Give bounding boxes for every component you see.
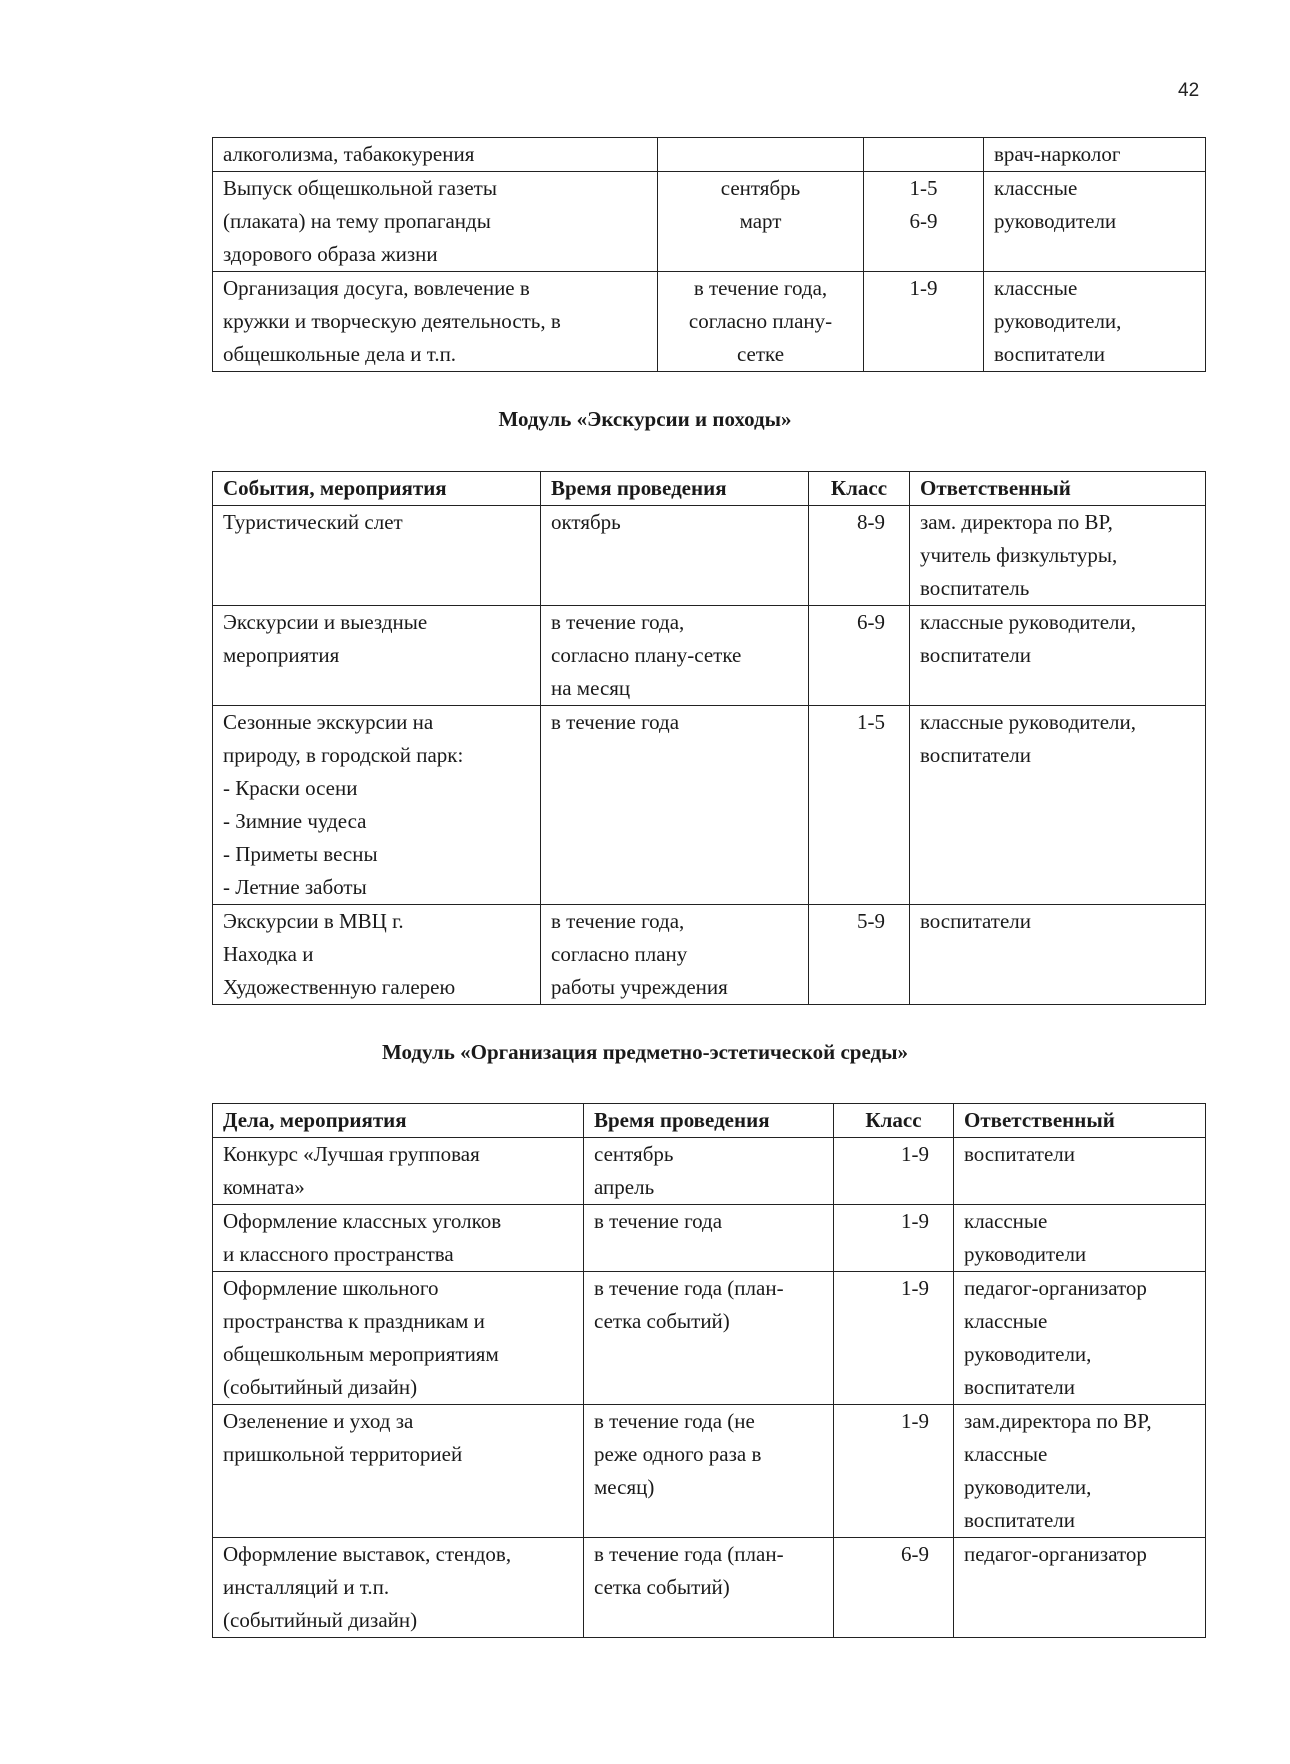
cell-class [834,1538,954,1638]
cell-line: 8-9 [857,510,885,534]
cell-responsible [984,172,1206,272]
table-header-row [213,1104,1206,1138]
cell-line: в течение года, [693,276,828,300]
cell-line: классные [964,1442,1048,1466]
cell-event [213,1205,584,1272]
cell-line: воспитатели [964,1375,1076,1399]
cell-line: зам. директора по ВР, [920,510,1113,534]
cell-line: врач-нарколог [994,142,1121,166]
cell-line: 1-9 [909,276,938,300]
cell-line: 6-9 [909,209,938,233]
cell-line: Экскурсии и выездные [223,610,428,634]
cell-time [658,138,864,172]
module-title-environment: Модуль «Организация предметно-эстетической среды» [381,1040,909,1064]
cell-line: октябрь [551,510,621,534]
cell-line: педагог-организатор [964,1276,1147,1300]
cell-line: классные руководители, [920,610,1136,634]
table-row [213,506,1206,606]
cell-time [541,606,809,706]
cell-event [213,1538,584,1638]
cell-line: в течение года [594,1209,723,1233]
cell-responsible [954,1538,1206,1638]
table-row [213,706,1206,905]
cell-line: мероприятия [223,643,340,667]
cell-line: классные [964,1309,1048,1333]
header-time: Время проведения [541,472,809,506]
cell-responsible [910,606,1206,706]
table-header-row [213,472,1206,506]
table-row [213,172,1206,272]
cell-line: руководители, [964,1475,1092,1499]
cell-line: сетка событий) [594,1575,730,1599]
cell-line: - Летние заботы [223,875,367,899]
cell-event [213,272,658,372]
cell-responsible [954,1272,1206,1405]
cell-line: зам.директора по ВР, [964,1409,1152,1433]
cell-responsible [984,272,1206,372]
cell-line: воспитатели [920,743,1032,767]
cell-time [584,1538,834,1638]
cell-line: - Краски осени [223,776,358,800]
cell-line: воспитатель [920,576,1030,600]
table-row [213,606,1206,706]
header-activities: Дела, мероприятия [213,1104,584,1138]
cell-line: педагог-организатор [964,1542,1147,1566]
cell-class [864,272,984,372]
cell-responsible [910,905,1206,1005]
header-events: События, мероприятия [213,472,541,506]
cell-time [541,506,809,606]
cell-line: алкоголизма, табакокурения [223,142,475,166]
table-row [213,1272,1206,1405]
cell-line: Сезонные экскурсии на [223,710,434,734]
cell-line: - Зимние чудеса [223,809,367,833]
table-row [213,138,1206,172]
cell-event [213,606,541,706]
cell-line: в течение года [551,710,680,734]
cell-time [658,172,864,272]
excursions-table [212,471,1206,1005]
cell-time [584,1138,834,1205]
cell-line: общешкольные дела и т.п. [223,342,457,366]
cell-line: воспитатели [964,1508,1076,1532]
cell-event [213,172,658,272]
cell-responsible [910,706,1206,905]
cell-time [584,1272,834,1405]
cell-line: сентябрь [594,1142,674,1166]
table-row [213,1205,1206,1272]
cell-line: Туристический слет [223,510,403,534]
cell-line: инсталляций и т.п. [223,1575,390,1599]
cell-line: классные [994,276,1078,300]
table-row [213,905,1206,1005]
cell-line: руководители [994,209,1117,233]
cell-line: согласно плану- [688,309,833,333]
cell-line: на месяц [551,676,631,700]
cell-line: апрель [594,1175,655,1199]
cell-line: 1-9 [901,1209,929,1233]
cell-line: пространства к праздникам и [223,1309,485,1333]
cell-time [658,272,864,372]
cell-line: в течение года (не [594,1409,755,1433]
cell-line: Конкурс «Лучшая групповая [223,1142,480,1166]
cell-line: Выпуск общешкольной газеты [223,176,497,200]
cell-line: 6-9 [857,610,885,634]
cell-line: Художественную галерею [223,975,456,999]
cell-line: воспитатели [994,342,1106,366]
cell-line: 1-9 [901,1276,929,1300]
cell-time [584,1205,834,1272]
cell-line: руководители, [964,1342,1092,1366]
cell-line: воспитатели [920,643,1032,667]
cell-line: природу, в городской парк: [223,743,464,767]
cell-line: кружки и творческую деятельность, в [223,309,561,333]
cell-line: учитель физкультуры, [920,543,1118,567]
cell-line: 1-5 [857,710,885,734]
cell-time [541,706,809,905]
header-time: Время проведения [584,1104,834,1138]
cell-line: (событийный дизайн) [223,1375,418,1399]
cell-line: 1-5 [909,176,938,200]
cell-line: согласно плану-сетке [551,643,742,667]
cell-line: 5-9 [857,909,885,933]
table-row [213,1138,1206,1205]
header-responsible: Ответственный [910,472,1206,506]
cell-class [809,606,910,706]
cell-line: реже одного раза в [594,1442,762,1466]
cell-line: комната» [223,1175,305,1199]
cell-event [213,138,658,172]
cell-line: Организация досуга, вовлечение в [223,276,530,300]
cell-line: в течение года (план- [594,1276,784,1300]
cell-line: воспитатели [920,909,1032,933]
cell-line: пришкольной территорией [223,1442,463,1466]
cell-line: общешкольным мероприятиям [223,1342,499,1366]
cell-event [213,706,541,905]
cell-event [213,506,541,606]
table-row [213,1538,1206,1638]
cell-line: классные [994,176,1078,200]
cell-line: в течение года, [551,909,685,933]
cell-class [834,1272,954,1405]
cell-line: работы учреждения [551,975,728,999]
cell-event [213,905,541,1005]
cell-line: Экскурсии в МВЦ г. [223,909,404,933]
cell-line: сетка событий) [594,1309,730,1333]
cell-line: в течение года, [551,610,685,634]
cell-line: 1-9 [901,1409,929,1433]
cell-responsible [984,138,1206,172]
cell-line: сетке [736,342,785,366]
cell-class [809,706,910,905]
table-row [213,1405,1206,1538]
page-number: 42 [1178,80,1200,101]
header-responsible: Ответственный [954,1104,1206,1138]
cell-line: руководители, [994,309,1122,333]
cell-time [584,1405,834,1538]
cell-class [834,1138,954,1205]
cell-line: классные руководители, [920,710,1136,734]
cell-line: классные [964,1209,1048,1233]
cell-class [809,506,910,606]
cell-line: (событийный дизайн) [223,1608,418,1632]
cell-line: месяц) [594,1475,655,1499]
cell-class [834,1405,954,1538]
header-class: Класс [834,1104,954,1138]
cell-class [864,138,984,172]
cell-responsible [910,506,1206,606]
header-class: Класс [809,472,910,506]
cell-line: март [739,209,782,233]
cell-line: 1-9 [901,1142,929,1166]
cell-line: Оформление выставок, стендов, [223,1542,512,1566]
cell-line: здорового образа жизни [223,242,438,266]
cell-line: воспитатели [964,1142,1076,1166]
cell-line: Оформление школьного [223,1276,439,1300]
cell-line: в течение года (план- [594,1542,784,1566]
cell-class [834,1205,954,1272]
cell-time [541,905,809,1005]
module-title-excursions: Модуль «Экскурсии и походы» [498,407,792,431]
cell-line: согласно плану [551,942,688,966]
cell-class [809,905,910,1005]
cell-line: Озеленение и уход за [223,1409,414,1433]
cell-event [213,1138,584,1205]
cell-line: 6-9 [901,1542,929,1566]
cell-responsible [954,1405,1206,1538]
cell-line: и классного пространства [223,1242,454,1266]
cell-line: - Приметы весны [223,842,378,866]
cell-line: Находка и [223,942,314,966]
cell-line: руководители [964,1242,1087,1266]
cell-responsible [954,1138,1206,1205]
environment-table [212,1103,1206,1638]
cell-responsible [954,1205,1206,1272]
cell-line: Оформление классных уголков [223,1209,502,1233]
cell-event [213,1405,584,1538]
continuation-table [212,137,1206,372]
table-row [213,272,1206,372]
cell-line: сентябрь [720,176,801,200]
cell-class [864,172,984,272]
cell-line: (плаката) на тему пропаганды [223,209,491,233]
cell-event [213,1272,584,1405]
